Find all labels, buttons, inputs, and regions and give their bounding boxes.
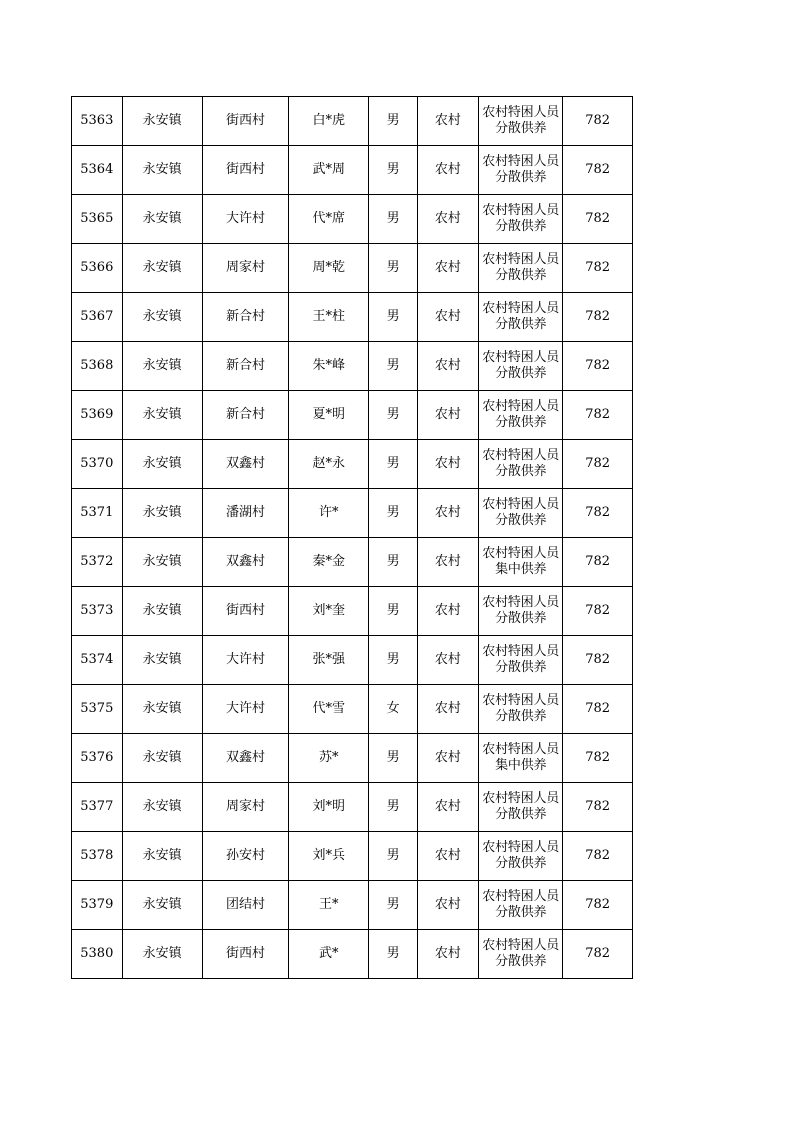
cell-gender: 男 <box>369 636 418 685</box>
cell-town: 永安镇 <box>122 97 202 146</box>
cell-town: 永安镇 <box>122 391 202 440</box>
table-row <box>72 97 633 146</box>
cell-town: 永安镇 <box>122 440 202 489</box>
cell-amount: 782 <box>563 342 633 391</box>
cell-category-text: 农村特困人员分散供养 <box>482 350 560 381</box>
cell-category <box>479 734 563 783</box>
cell-village: 周家村 <box>202 783 288 832</box>
cell-name: 张*强 <box>289 636 369 685</box>
cell-town: 永安镇 <box>122 930 202 979</box>
cell-village: 孙安村 <box>202 832 288 881</box>
cell-town: 永安镇 <box>122 293 202 342</box>
cell-village: 双鑫村 <box>202 538 288 587</box>
cell-type: 农村 <box>417 146 478 195</box>
cell-category <box>479 832 563 881</box>
cell-id: 5371 <box>72 489 123 538</box>
table-row <box>72 489 633 538</box>
cell-type: 农村 <box>417 440 478 489</box>
cell-category <box>479 342 563 391</box>
cell-id: 5363 <box>72 97 123 146</box>
cell-town: 永安镇 <box>122 734 202 783</box>
cell-town: 永安镇 <box>122 832 202 881</box>
cell-name: 秦*金 <box>289 538 369 587</box>
cell-category-text: 农村特困人员分散供养 <box>482 203 560 234</box>
cell-amount: 782 <box>563 881 633 930</box>
cell-village: 大许村 <box>202 195 288 244</box>
cell-name: 王* <box>289 881 369 930</box>
cell-category <box>479 293 563 342</box>
table-row <box>72 832 633 881</box>
cell-category <box>479 440 563 489</box>
cell-village: 新合村 <box>202 391 288 440</box>
cell-village: 大许村 <box>202 685 288 734</box>
cell-village: 街西村 <box>202 930 288 979</box>
table-row <box>72 293 633 342</box>
cell-amount: 782 <box>563 587 633 636</box>
table-body <box>72 97 633 979</box>
cell-category-text: 农村特困人员分散供养 <box>482 840 560 871</box>
table-row <box>72 146 633 195</box>
cell-type: 农村 <box>417 930 478 979</box>
cell-village: 双鑫村 <box>202 440 288 489</box>
cell-town: 永安镇 <box>122 195 202 244</box>
cell-category-text: 农村特困人员分散供养 <box>482 448 560 479</box>
cell-category-text: 农村特困人员集中供养 <box>482 546 560 577</box>
beneficiary-table <box>71 96 633 979</box>
cell-village: 街西村 <box>202 97 288 146</box>
cell-gender: 男 <box>369 734 418 783</box>
cell-type: 农村 <box>417 342 478 391</box>
cell-category-text: 农村特困人员分散供养 <box>482 791 560 822</box>
cell-category-text: 农村特困人员分散供养 <box>482 938 560 969</box>
cell-amount: 782 <box>563 293 633 342</box>
table-row <box>72 930 633 979</box>
cell-town: 永安镇 <box>122 342 202 391</box>
cell-gender: 男 <box>369 881 418 930</box>
cell-id: 5370 <box>72 440 123 489</box>
cell-type: 农村 <box>417 97 478 146</box>
cell-category-text: 农村特困人员集中供养 <box>482 742 560 773</box>
cell-id: 5380 <box>72 930 123 979</box>
cell-id: 5369 <box>72 391 123 440</box>
cell-gender: 男 <box>369 195 418 244</box>
table-row <box>72 783 633 832</box>
cell-amount: 782 <box>563 832 633 881</box>
cell-village: 新合村 <box>202 342 288 391</box>
cell-amount: 782 <box>563 97 633 146</box>
cell-id: 5376 <box>72 734 123 783</box>
table-row <box>72 195 633 244</box>
cell-category-text: 农村特困人员分散供养 <box>482 497 560 528</box>
cell-category-text: 农村特困人员分散供养 <box>482 252 560 283</box>
cell-category <box>479 783 563 832</box>
table-row <box>72 440 633 489</box>
cell-type: 农村 <box>417 195 478 244</box>
cell-amount: 782 <box>563 440 633 489</box>
cell-village: 街西村 <box>202 587 288 636</box>
cell-town: 永安镇 <box>122 244 202 293</box>
cell-gender: 男 <box>369 97 418 146</box>
cell-name: 刘*奎 <box>289 587 369 636</box>
cell-category-text: 农村特困人员分散供养 <box>482 889 560 920</box>
cell-name: 苏* <box>289 734 369 783</box>
cell-id: 5379 <box>72 881 123 930</box>
table-container <box>71 96 633 979</box>
cell-town: 永安镇 <box>122 538 202 587</box>
cell-category <box>479 881 563 930</box>
cell-village: 街西村 <box>202 146 288 195</box>
cell-type: 农村 <box>417 293 478 342</box>
cell-gender: 男 <box>369 587 418 636</box>
cell-village: 团结村 <box>202 881 288 930</box>
cell-name: 武* <box>289 930 369 979</box>
cell-name: 武*周 <box>289 146 369 195</box>
cell-amount: 782 <box>563 195 633 244</box>
cell-name: 朱*峰 <box>289 342 369 391</box>
cell-category <box>479 195 563 244</box>
cell-category <box>479 930 563 979</box>
cell-name: 夏*明 <box>289 391 369 440</box>
cell-type: 农村 <box>417 244 478 293</box>
cell-type: 农村 <box>417 881 478 930</box>
cell-category <box>479 97 563 146</box>
cell-category-text: 农村特困人员分散供养 <box>482 105 560 136</box>
cell-amount: 782 <box>563 146 633 195</box>
cell-id: 5378 <box>72 832 123 881</box>
cell-village: 周家村 <box>202 244 288 293</box>
cell-village: 潘湖村 <box>202 489 288 538</box>
cell-town: 永安镇 <box>122 489 202 538</box>
table-row <box>72 685 633 734</box>
table-row <box>72 734 633 783</box>
cell-category <box>479 146 563 195</box>
cell-id: 5364 <box>72 146 123 195</box>
cell-id: 5374 <box>72 636 123 685</box>
cell-category-text: 农村特困人员分散供养 <box>482 595 560 626</box>
cell-id: 5367 <box>72 293 123 342</box>
cell-category <box>479 636 563 685</box>
cell-name: 白*虎 <box>289 97 369 146</box>
cell-village: 新合村 <box>202 293 288 342</box>
cell-town: 永安镇 <box>122 783 202 832</box>
cell-gender: 女 <box>369 685 418 734</box>
cell-name: 代*雪 <box>289 685 369 734</box>
table-row <box>72 538 633 587</box>
cell-category <box>479 685 563 734</box>
cell-gender: 男 <box>369 783 418 832</box>
cell-type: 农村 <box>417 636 478 685</box>
cell-town: 永安镇 <box>122 881 202 930</box>
cell-town: 永安镇 <box>122 146 202 195</box>
cell-type: 农村 <box>417 489 478 538</box>
cell-category-text: 农村特困人员分散供养 <box>482 301 560 332</box>
cell-name: 代*席 <box>289 195 369 244</box>
cell-village: 大许村 <box>202 636 288 685</box>
cell-type: 农村 <box>417 391 478 440</box>
cell-type: 农村 <box>417 734 478 783</box>
cell-type: 农村 <box>417 587 478 636</box>
cell-id: 5368 <box>72 342 123 391</box>
table-row <box>72 881 633 930</box>
cell-town: 永安镇 <box>122 636 202 685</box>
cell-name: 周*乾 <box>289 244 369 293</box>
cell-gender: 男 <box>369 146 418 195</box>
cell-gender: 男 <box>369 489 418 538</box>
cell-type: 农村 <box>417 685 478 734</box>
cell-id: 5372 <box>72 538 123 587</box>
cell-gender: 男 <box>369 391 418 440</box>
cell-name: 许* <box>289 489 369 538</box>
cell-gender: 男 <box>369 930 418 979</box>
cell-town: 永安镇 <box>122 587 202 636</box>
cell-name: 王*柱 <box>289 293 369 342</box>
cell-category <box>479 538 563 587</box>
cell-town: 永安镇 <box>122 685 202 734</box>
cell-gender: 男 <box>369 244 418 293</box>
cell-category <box>479 391 563 440</box>
cell-category <box>479 489 563 538</box>
cell-category-text: 农村特困人员分散供养 <box>482 154 560 185</box>
cell-name: 刘*兵 <box>289 832 369 881</box>
cell-gender: 男 <box>369 832 418 881</box>
cell-category <box>479 587 563 636</box>
cell-amount: 782 <box>563 244 633 293</box>
table-row <box>72 244 633 293</box>
cell-amount: 782 <box>563 636 633 685</box>
cell-amount: 782 <box>563 391 633 440</box>
cell-gender: 男 <box>369 293 418 342</box>
cell-category-text: 农村特困人员分散供养 <box>482 399 560 430</box>
table-row <box>72 342 633 391</box>
cell-type: 农村 <box>417 832 478 881</box>
cell-amount: 782 <box>563 489 633 538</box>
cell-id: 5366 <box>72 244 123 293</box>
cell-gender: 男 <box>369 538 418 587</box>
cell-category-text: 农村特困人员分散供养 <box>482 644 560 675</box>
cell-amount: 782 <box>563 734 633 783</box>
cell-amount: 782 <box>563 930 633 979</box>
cell-name: 刘*明 <box>289 783 369 832</box>
cell-category-text: 农村特困人员分散供养 <box>482 693 560 724</box>
cell-id: 5375 <box>72 685 123 734</box>
cell-id: 5377 <box>72 783 123 832</box>
table-row <box>72 636 633 685</box>
cell-village: 双鑫村 <box>202 734 288 783</box>
table-row <box>72 391 633 440</box>
cell-amount: 782 <box>563 783 633 832</box>
cell-amount: 782 <box>563 685 633 734</box>
cell-id: 5365 <box>72 195 123 244</box>
cell-type: 农村 <box>417 538 478 587</box>
cell-category <box>479 244 563 293</box>
cell-type: 农村 <box>417 783 478 832</box>
cell-amount: 782 <box>563 538 633 587</box>
cell-name: 赵*永 <box>289 440 369 489</box>
cell-id: 5373 <box>72 587 123 636</box>
cell-gender: 男 <box>369 342 418 391</box>
table-row <box>72 587 633 636</box>
cell-gender: 男 <box>369 440 418 489</box>
